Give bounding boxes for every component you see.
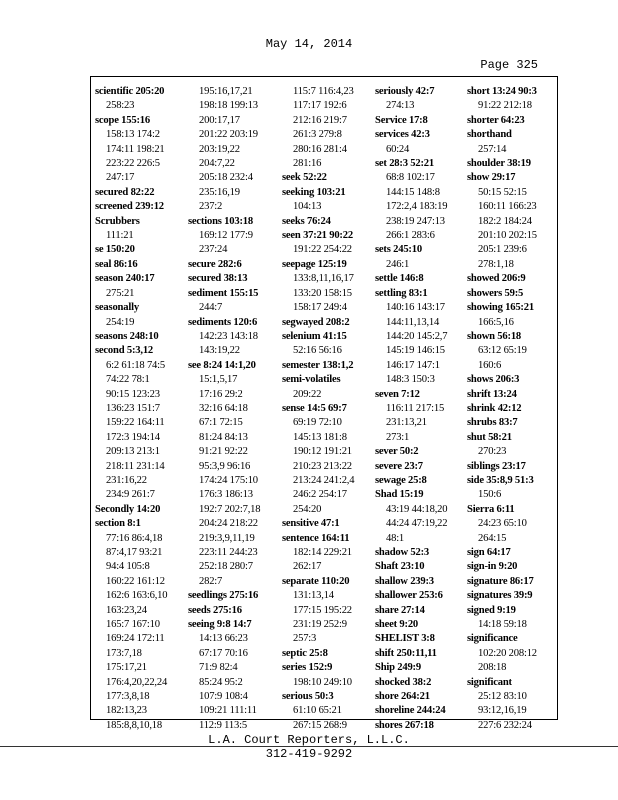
index-term: shores 267:18: [375, 719, 434, 731]
index-term: shadow 52:3: [375, 547, 430, 558]
index-reference: 235:16,19: [199, 186, 240, 198]
index-reference: 209:22: [293, 388, 322, 400]
index-reference: 50:15 52:15: [478, 186, 527, 198]
index-term: showing 165:21: [467, 302, 534, 314]
index-term: Service 17:8: [375, 114, 428, 126]
index-reference: 91:21 92:22: [199, 446, 248, 458]
index-reference: 165:7 167:10: [106, 619, 160, 631]
index-term: Scrubbers: [95, 215, 140, 227]
index-reference: 148:3 150:3: [386, 374, 435, 386]
index-term: shorthand: [467, 129, 512, 141]
index-reference: 94:4 105:8: [106, 561, 150, 573]
index-reference: 44:24 47:19,22: [386, 518, 448, 530]
index-reference: 198:18 199:13: [199, 100, 258, 112]
index-term: screened 239:12: [95, 201, 164, 213]
index-term: seen 37:21 90:22: [282, 230, 353, 242]
index-term: seasonally: [95, 302, 139, 314]
index-term: separate 110:20: [282, 575, 350, 587]
index-reference: 213:24 241:2,4: [293, 474, 355, 486]
index-term: se 150:20: [95, 244, 135, 256]
index-reference: 146:17 147:1: [386, 359, 440, 371]
index-term: sentence 164:11: [282, 532, 350, 544]
index-term: shrubs 83:7: [467, 417, 518, 429]
index-reference: 174:11 198:21: [106, 143, 165, 155]
index-reference: 246:2 254:17: [293, 489, 347, 501]
index-reference: 204:24 218:22: [199, 518, 258, 530]
index-term: severe 23:7: [375, 460, 423, 472]
index-reference: 68:8 102:17: [386, 172, 435, 184]
index-reference: 61:10 65:21: [293, 705, 342, 717]
index-reference: 274:13: [386, 100, 415, 112]
index-reference: 264:15: [478, 532, 507, 544]
index-reference: 67:1 72:15: [199, 417, 243, 429]
index-term: show 29:17: [467, 172, 516, 184]
index-reference: 191:22 254:22: [293, 244, 352, 256]
index-reference: 262:17: [293, 561, 322, 573]
index-reference: 281:16: [293, 158, 322, 170]
index-reference: 177:3,8,18: [106, 691, 150, 703]
index-term: semester 138:1,2: [282, 359, 354, 371]
index-reference: 234:9 261:7: [106, 489, 155, 501]
index-reference: 275:21: [106, 287, 135, 299]
index-term: siblings 23:17: [467, 460, 526, 472]
index-reference: 204:7,22: [199, 158, 235, 170]
index-reference: 205:1 239:6: [478, 244, 527, 256]
index-term: see 8:24 14:1,20: [188, 359, 256, 371]
index-reference: 257:14: [478, 143, 507, 155]
index-reference: 227:6 232:24: [478, 719, 532, 731]
index-reference: 71:9 82:4: [199, 662, 238, 674]
index-term: side 35:8,9 51:3: [467, 474, 534, 486]
index-term: settling 83:1: [375, 287, 428, 299]
index-reference: 278:1,18: [478, 258, 514, 270]
index-reference: 223:11 244:23: [199, 547, 258, 558]
index-term: season 240:17: [95, 273, 155, 285]
index-reference: 112:9 113:5: [199, 719, 247, 731]
index-column-2: [188, 85, 280, 733]
index-reference: 144:15 148:8: [386, 186, 440, 198]
index-term: sediments 120:6: [188, 316, 258, 328]
index-term: SHELIST 3:8: [375, 633, 435, 645]
index-term: sheet 9:20: [375, 619, 419, 631]
index-term: significant: [467, 676, 512, 688]
index-reference: 169:24 172:11: [106, 633, 165, 645]
index-reference: 246:1: [386, 258, 410, 270]
index-reference: 163:23,24: [106, 604, 147, 616]
index-reference: 176:3 186:13: [199, 489, 253, 501]
index-term: sense 14:5 69:7: [282, 402, 347, 414]
index-reference: 158:17 249:4: [293, 302, 347, 314]
index-reference: 115:7 116:4,23: [293, 86, 354, 97]
index-reference: 160:11 166:23: [478, 201, 537, 213]
index-term: sewage 25:8: [375, 474, 427, 486]
index-term: sediment 155:15: [188, 287, 259, 299]
index-reference: 210:23 213:22: [293, 460, 352, 472]
index-term: seek 52:22: [282, 172, 327, 184]
index-reference: 144:11,13,14: [386, 316, 440, 328]
index-reference: 81:24 84:13: [199, 431, 248, 443]
court-reporter-phone: 312-419-9292: [265, 747, 353, 761]
index-reference: 238:19 247:13: [386, 215, 445, 227]
index-reference: 133:20 158:15: [293, 287, 352, 299]
index-term: shallow 239:3: [375, 575, 434, 587]
index-term: shut 58:21: [467, 431, 512, 443]
index-term: signatures 39:9: [467, 590, 533, 602]
index-reference: 90:15 123:23: [106, 388, 160, 400]
index-term: sensitive 47:1: [282, 518, 340, 530]
index-reference: 74:22 78:1: [106, 374, 150, 386]
index-reference: 257:3: [293, 633, 317, 645]
index-reference: 261:3 279:8: [293, 129, 342, 141]
index-reference: 258:23: [106, 100, 135, 112]
index-term: segwayed 208:2: [282, 316, 350, 328]
index-reference: 43:19 44:18,20: [386, 503, 448, 515]
index-reference: 266:1 283:6: [386, 230, 435, 242]
index-reference: 192:7 202:7,18: [199, 503, 261, 515]
page-number: Page 325: [480, 58, 538, 72]
index-term: sever 50:2: [375, 446, 419, 458]
index-term: shoreline 244:24: [375, 705, 446, 717]
index-reference: 254:19: [106, 316, 135, 328]
index-term: share 27:14: [375, 604, 425, 616]
index-column-3: [282, 85, 374, 733]
index-reference: 67:17 70:16: [199, 647, 248, 659]
index-reference: 166:5,16: [478, 316, 514, 328]
index-term: short 13:24 90:3: [467, 86, 537, 97]
index-term: sets 245:10: [375, 244, 422, 256]
index-term: secured 38:13: [188, 273, 248, 285]
index-reference: 144:20 145:2,7: [386, 330, 448, 342]
index-reference: 52:16 56:16: [293, 345, 342, 357]
index-reference: 159:22 164:11: [106, 417, 165, 429]
index-term: seedlings 275:16: [188, 590, 259, 602]
index-reference: 32:16 64:18: [199, 402, 248, 414]
index-column-4: [375, 85, 467, 733]
index-term: second 5:3,12: [95, 345, 154, 357]
index-term: shrink 42:12: [467, 402, 522, 414]
index-reference: 77:16 86:4,18: [106, 532, 163, 544]
index-term: Shad 15:19: [375, 489, 424, 501]
index-reference: 85:24 95:2: [199, 676, 243, 688]
index-term: shift 250:11,11: [375, 647, 437, 659]
court-reporter-name: L.A. Court Reporters, L.L.C.: [208, 733, 410, 747]
index-reference: 182:2 184:24: [478, 215, 532, 227]
index-term: set 28:3 52:21: [375, 158, 434, 170]
index-reference: 131:13,14: [293, 590, 334, 602]
index-reference: 143:19,22: [199, 345, 240, 357]
index-reference: 247:17: [106, 172, 135, 184]
index-reference: 218:11 231:14: [106, 460, 165, 472]
index-term: serious 50:3: [282, 691, 334, 703]
index-reference: 145:19 146:15: [386, 345, 445, 357]
index-reference: 150:6: [478, 489, 502, 501]
index-term: shoulder 38:19: [467, 158, 531, 170]
index-term: Sierra 6:11: [467, 503, 515, 515]
index-reference: 14:18 59:18: [478, 619, 527, 631]
index-term: shallower 253:6: [375, 590, 443, 602]
index-reference: 160:22 161:12: [106, 575, 165, 587]
index-reference: 48:1: [386, 532, 405, 544]
index-term: septic 25:8: [282, 647, 328, 659]
index-reference: 17:16 29:2: [199, 388, 243, 400]
index-term: seasons 248:10: [95, 330, 159, 342]
index-column-5: [467, 85, 559, 733]
word-index-box: [90, 76, 558, 731]
index-reference: 173:7,18: [106, 647, 142, 659]
index-reference: 208:18: [478, 662, 507, 674]
index-term: seeking 103:21: [282, 186, 346, 198]
index-reference: 158:13 174:2: [106, 129, 160, 141]
index-reference: 198:10 249:10: [293, 676, 352, 688]
index-term: services 42:3: [375, 129, 430, 141]
index-reference: 133:8,11,16,17: [293, 273, 354, 285]
index-reference: 95:3,9 96:16: [199, 460, 251, 472]
index-term: showed 206:9: [467, 273, 526, 285]
index-reference: 102:20 208:12: [478, 647, 537, 659]
index-term: Shaft 23:10: [375, 561, 425, 573]
index-term: shore 264:21: [375, 691, 430, 703]
index-reference: 176:4,20,22,24: [106, 676, 168, 688]
index-reference: 116:11 217:15: [386, 402, 445, 414]
index-term: sections 103:18: [188, 215, 253, 227]
index-term: semi-volatiles: [282, 374, 341, 386]
index-reference: 136:23 151:7: [106, 402, 160, 414]
index-reference: 244:7: [199, 302, 223, 314]
index-reference: 190:12 191:21: [293, 446, 352, 458]
index-reference: 252:18 280:7: [199, 561, 253, 573]
index-reference: 209:13 213:1: [106, 446, 160, 458]
index-term: Secondly 14:20: [95, 503, 161, 515]
index-term: selenium 41:15: [282, 330, 347, 342]
index-reference: 223:22 226:5: [106, 158, 160, 170]
index-reference: 91:22 212:18: [478, 100, 532, 112]
index-reference: 195:16,17,21: [199, 86, 253, 97]
index-reference: 107:9 108:4: [199, 691, 248, 703]
index-reference: 203:19,22: [199, 143, 240, 155]
index-term: seeks 76:24: [282, 215, 331, 227]
index-reference: 145:13 181:8: [293, 431, 347, 443]
index-reference: 177:15 195:22: [293, 604, 352, 616]
index-reference: 182:13,23: [106, 705, 147, 717]
index-reference: 219:3,9,11,19: [199, 532, 255, 544]
index-reference: 174:24 175:10: [199, 474, 258, 486]
index-reference: 87:4,17 93:21: [106, 547, 163, 558]
index-reference: 273:1: [386, 431, 410, 443]
index-term: shown 56:18: [467, 330, 522, 342]
index-term: seepage 125:19: [282, 258, 347, 270]
index-reference: 109:21 111:11: [199, 705, 257, 717]
index-reference: 60:24: [386, 143, 410, 155]
index-reference: 185:8,8,10,18: [106, 719, 162, 731]
index-term: significance: [467, 633, 518, 645]
index-term: shocked 38:2: [375, 676, 432, 688]
index-reference: 175:17,21: [106, 662, 147, 674]
index-reference: 254:20: [293, 503, 322, 515]
index-reference: 201:22 203:19: [199, 129, 258, 141]
index-term: seriously 42:7: [375, 86, 435, 97]
index-reference: 182:14 229:21: [293, 547, 352, 558]
index-column-1: [95, 85, 187, 733]
index-reference: 172:2,4 183:19: [386, 201, 448, 213]
index-reference: 117:17 192:6: [293, 100, 347, 112]
index-reference: 14:13 66:23: [199, 633, 248, 645]
index-reference: 282:7: [199, 575, 223, 587]
index-reference: 6:2 61:18 74:5: [106, 359, 165, 371]
index-term: section 8:1: [95, 518, 141, 530]
index-term: shows 206:3: [467, 374, 520, 386]
index-term: settle 146:8: [375, 273, 424, 285]
index-term: secured 82:22: [95, 186, 155, 198]
index-term: sign 64:17: [467, 547, 511, 558]
index-term: seeds 275:16: [188, 604, 242, 616]
index-reference: 172:3 194:14: [106, 431, 160, 443]
index-term: seven 7:12: [375, 388, 420, 400]
index-term: showers 59:5: [467, 287, 524, 299]
index-term: series 152:9: [282, 662, 333, 674]
transcript-date: May 14, 2014: [265, 37, 353, 51]
index-reference: 160:6: [478, 359, 502, 371]
index-term: shorter 64:23: [467, 114, 525, 126]
index-reference: 169:12 177:9: [199, 230, 253, 242]
index-reference: 140:16 143:17: [386, 302, 445, 314]
index-term: seeing 9:8 14:7: [188, 619, 252, 631]
index-reference: 111:21: [106, 230, 134, 242]
index-reference: 201:10 202:15: [478, 230, 537, 242]
index-reference: 24:23 65:10: [478, 518, 527, 530]
index-term: scientific 205:20: [95, 86, 165, 97]
index-term: signature 86:17: [467, 575, 534, 587]
index-term: sign-in 9:20: [467, 561, 518, 573]
index-reference: 237:2: [199, 201, 223, 213]
index-reference: 212:16 219:7: [293, 114, 347, 126]
index-term: secure 282:6: [188, 258, 242, 270]
index-reference: 231:16,22: [106, 474, 147, 486]
index-term: scope 155:16: [95, 114, 150, 126]
index-term: signed 9:19: [467, 604, 516, 616]
index-term: seal 86:16: [95, 258, 138, 270]
index-reference: 267:15 268:9: [293, 719, 347, 731]
index-term: Ship 249:9: [375, 662, 421, 674]
index-reference: 15:1,5,17: [199, 374, 238, 386]
index-reference: 142:23 143:18: [199, 330, 258, 342]
index-reference: 270:23: [478, 446, 507, 458]
index-reference: 63:12 65:19: [478, 345, 527, 357]
index-reference: 231:13,21: [386, 417, 427, 429]
index-reference: 162:6 163:6,10: [106, 590, 168, 602]
index-reference: 205:18 232:4: [199, 172, 253, 184]
index-reference: 231:19 252:9: [293, 619, 347, 631]
index-term: shrift 13:24: [467, 388, 517, 400]
index-reference: 93:12,16,19: [478, 705, 527, 717]
index-reference: 280:16 281:4: [293, 143, 347, 155]
index-reference: 200:17,17: [199, 114, 240, 126]
index-reference: 25:12 83:10: [478, 691, 527, 703]
index-reference: 237:24: [199, 244, 228, 256]
index-reference: 69:19 72:10: [293, 417, 342, 429]
index-reference: 104:13: [293, 201, 322, 213]
